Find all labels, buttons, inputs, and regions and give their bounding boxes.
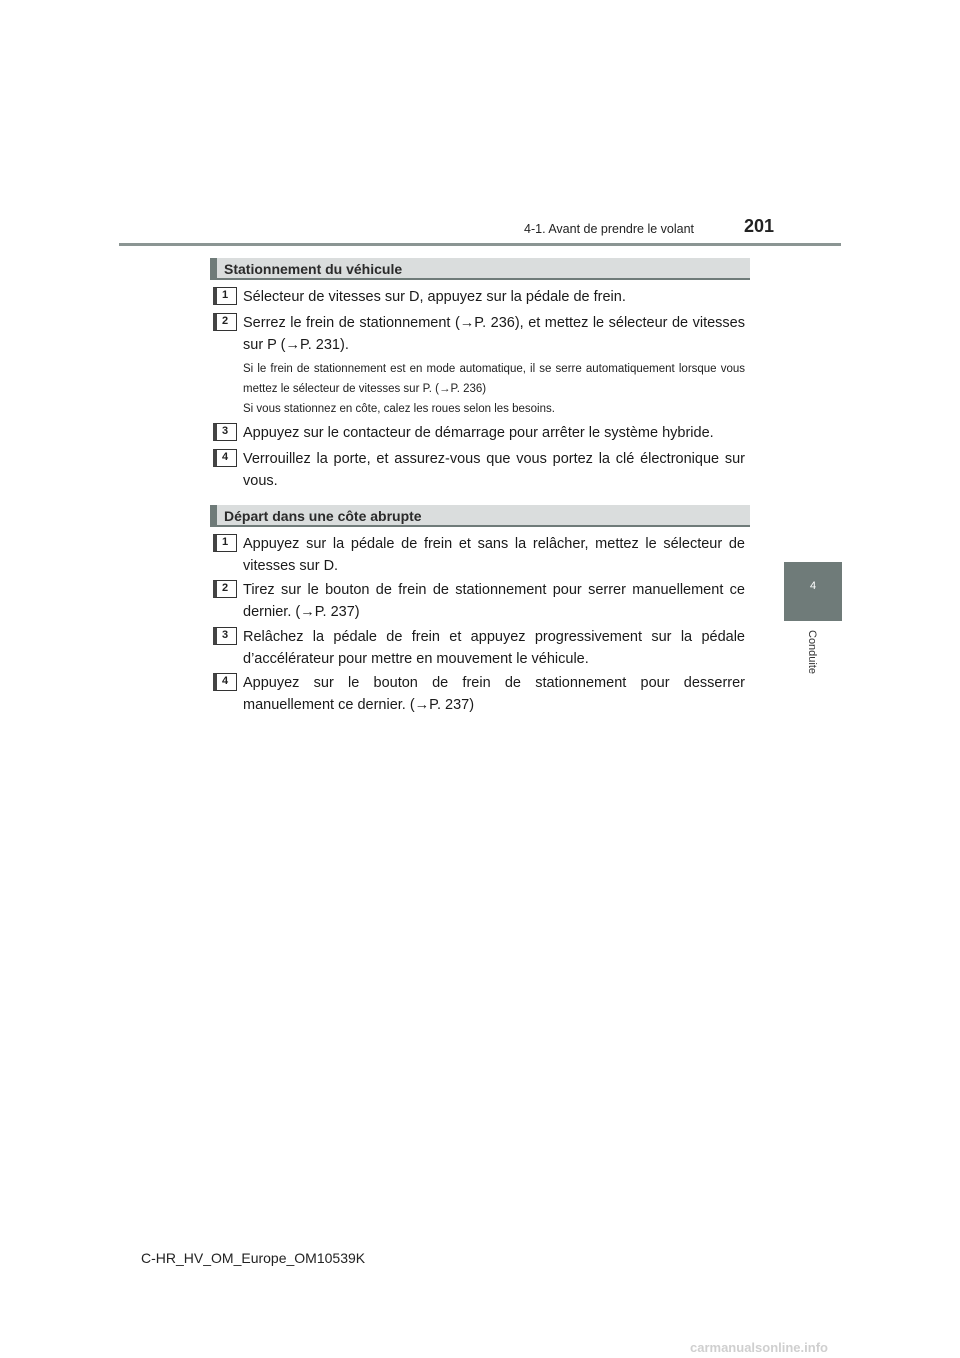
chapter-tab-label: Conduite <box>806 630 818 675</box>
header-section-title: 4-1. Avant de prendre le volant <box>524 222 695 236</box>
note-slope-parking: Si vous stationnez en côte, calez les roues selon les besoins. <box>243 403 555 415</box>
step-text: Tirez sur le bouton de frein de stationnement pour serrer manuellement ce dernier. (→P. 237) <box>243 582 745 620</box>
step-number: 4 <box>222 451 229 463</box>
document-code: C-HR_HV_OM_Europe_OM10539K <box>141 1250 366 1266</box>
step-number: 4 <box>222 675 229 687</box>
step-number-box <box>213 449 237 467</box>
note-auto-parking-brake: Si le frein de stationnement est en mode automatique, il se serre automatiquement lorsque vous mettez le sélecteur de vitesses sur P. (→P. 236) <box>243 363 745 395</box>
step-number: 2 <box>222 315 229 327</box>
section-heading-parking <box>210 258 750 280</box>
step-text: Appuyez sur le contacteur de démarrage pour arrêter le système hybride. <box>243 425 714 441</box>
step-number: 3 <box>222 629 229 641</box>
section-heading-hill-start <box>210 505 750 527</box>
chapter-tab <box>784 562 842 621</box>
step-number: 2 <box>222 582 229 594</box>
step-number-box <box>213 313 237 331</box>
step-number-box <box>213 534 237 552</box>
watermark-text: carmanualsonline.info <box>690 1340 828 1355</box>
step-text: Serrez le frein de stationnement (→P. 236), et mettez le sélecteur de vitesses sur P (→P. 231). <box>243 315 745 353</box>
step-text: Appuyez sur le bouton de frein de stationnement pour desserrer manuellement ce dernier. (→P. 237) <box>243 675 745 713</box>
step-text: Sélecteur de vitesses sur D, appuyez sur la pédale de frein. <box>243 289 626 305</box>
step-number: 1 <box>222 289 229 301</box>
step-number-box <box>213 287 237 305</box>
section-heading-bar <box>210 505 217 525</box>
step-number: 3 <box>222 425 229 437</box>
step-number: 1 <box>222 536 229 548</box>
step-text: Relâchez la pédale de frein et appuyez progressivement sur la pédale d’accélérateur pour mettre en mouvement le véhicule. <box>243 629 745 667</box>
step-text: Verrouillez la porte, et assurez-vous que vous portez la clé électronique sur vous. <box>243 451 745 489</box>
step-text: Appuyez sur la pédale de frein et sans la relâcher, mettez le sélecteur de vitesses sur D. <box>243 536 745 574</box>
section-heading-title: Départ dans une côte abrupte <box>224 508 422 524</box>
page-number: 201 <box>744 216 775 236</box>
step-number-box <box>213 580 237 598</box>
step-number-box <box>213 627 237 645</box>
step-number-box <box>213 423 237 441</box>
section-heading-title: Stationnement du véhicule <box>224 261 403 277</box>
chapter-tab-number: 4 <box>809 580 817 592</box>
header-divider <box>119 243 841 246</box>
step-number-box <box>213 673 237 691</box>
section-heading-bar <box>210 258 217 278</box>
